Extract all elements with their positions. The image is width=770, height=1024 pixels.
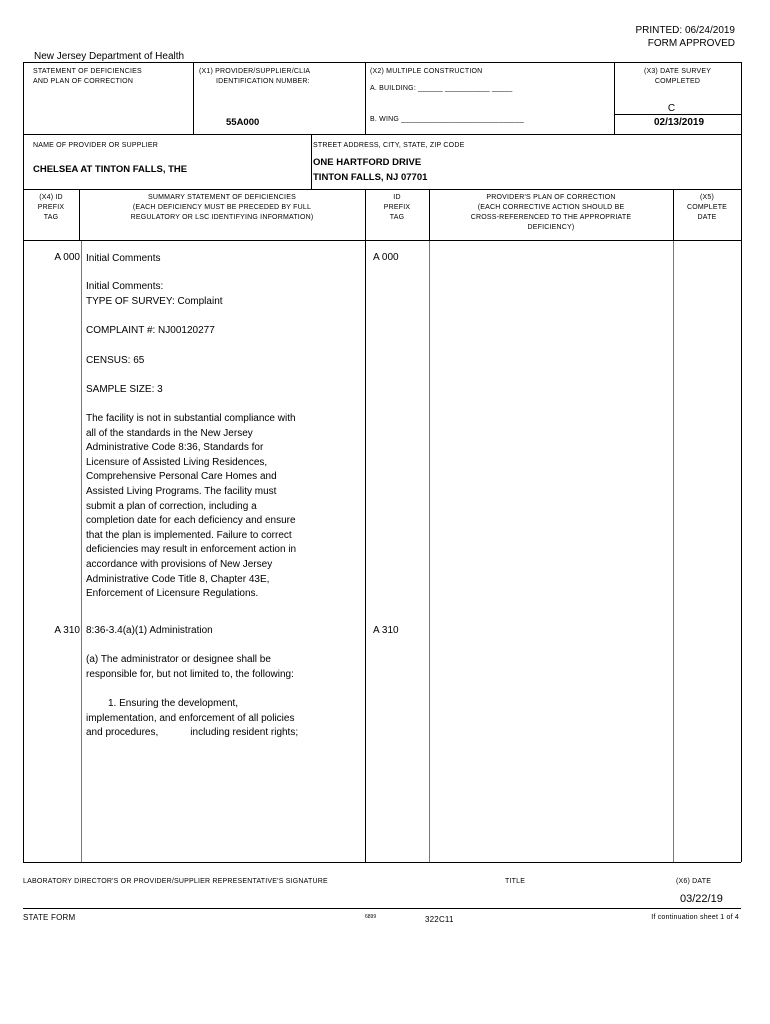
- a000-title: Initial Comments: [86, 253, 161, 264]
- frame-left: [23, 62, 24, 862]
- statement-label: STATEMENT OF DEFICIENCIES AND PLAN OF CORRECTION: [33, 68, 142, 85]
- continuation-sheet: If continuation sheet 1 of 4: [651, 914, 739, 921]
- divider-id-block: [23, 134, 741, 135]
- survey-date: 02/13/2019: [653, 117, 705, 128]
- col-summary-header: SUMMARY STATEMENT OF DEFICIENCIES (EACH DEFICIENCY MUST BE PRECEDED BY FULL REGULATORY OR LSC IDENTIFYING INFORMATION): [130, 194, 314, 221]
- x2-label: (X2) MULTIPLE CONSTRUCTION: [370, 68, 483, 75]
- col-id-header: ID PREFIX TAG: [383, 194, 411, 221]
- divider-id-body: [429, 241, 430, 862]
- divider-x4-body: [81, 241, 82, 862]
- a310-title: 8:36-3.4(a)(1) Administration: [86, 625, 213, 636]
- col-plan-header: PROVIDER'S PLAN OF CORRECTION (EACH CORRECTIVE ACTION SHOULD BE CROSS-REFERENCED TO THE APPROPRIATE DEFICIENCY): [470, 194, 632, 231]
- a000-id-tag: A 000: [373, 252, 399, 263]
- sample-size: SAMPLE SIZE: 3: [86, 384, 163, 395]
- address-line2: TINTON FALLS, NJ 07701: [313, 172, 428, 183]
- provider-id: 55A000: [226, 117, 260, 128]
- date-label: (X6) DATE: [676, 878, 712, 885]
- provider-name-label: NAME OF PROVIDER OR SUPPLIER: [33, 142, 159, 149]
- title-label: TITLE: [505, 878, 526, 885]
- provider-name: CHELSEA AT TINTON FALLS, THE: [33, 164, 188, 175]
- initial-comments-block: Initial Comments: TYPE OF SURVEY: Complaint: [86, 281, 223, 307]
- compliance-paragraph: The facility is not in substantial compliance with all of the standards in the New Jersey Administrative Code 8:36, Standards for Licensure of Assisted Living Residences, Comprehensive Personal Care Homes and Assisted Living Programs. The facility must submit a plan of correction, including a completion date for each deficiency and ensure that the plan is implemented. Failure to correct deficiencies may result in enforcement action in accordance with provisions of New Jersey Administrative Code Title 8, Chapter 43E, Enforcement of Licensure Regulations.: [86, 413, 297, 600]
- col-x5-header: (X5) COMPLETE DATE: [686, 194, 728, 221]
- x2-building: A. BUILDING: ______ ___________ _____: [370, 85, 513, 92]
- divider-plan-body: [673, 241, 674, 862]
- footer-rule: [23, 908, 741, 909]
- signature-date: 03/22/19: [680, 893, 723, 905]
- frame-bottom: [23, 862, 741, 863]
- a310-prefix-tag: A 310: [54, 625, 80, 636]
- frame-top: [23, 62, 741, 63]
- form-number: 6899: [365, 914, 377, 920]
- complaint-number: COMPLAINT #: NJ00120277: [86, 325, 215, 336]
- address-line1: ONE HARTFORD DRIVE: [313, 157, 422, 168]
- address-label: STREET ADDRESS, CITY, STATE, ZIP CODE: [313, 142, 465, 149]
- x1-label: (X1) PROVIDER/SUPPLIER/CLIA IDENTIFICATION NUMBER:: [199, 68, 311, 85]
- form-approved: FORM APPROVED: [647, 38, 735, 49]
- divider-columns: [23, 240, 741, 241]
- divider-provider: [23, 189, 741, 190]
- divider-summary: [365, 189, 366, 862]
- a000-prefix-tag: A 000: [54, 252, 80, 263]
- col-x4-header: (X4) ID PREFIX TAG: [37, 194, 65, 221]
- divider-address: [311, 134, 312, 189]
- a310-paragraph-1: 1. Ensuring the development, implementation, and enforcement of all policies and procedures, including resident rights;: [86, 698, 299, 739]
- x3-code: C: [667, 103, 676, 114]
- event-id: 322C11: [425, 915, 454, 924]
- x2-wing: B. WING ______________________________: [370, 116, 524, 123]
- agency-name: New Jersey Department of Health: [34, 51, 185, 62]
- divider-x2: [365, 62, 366, 134]
- signature-label: LABORATORY DIRECTOR'S OR PROVIDER/SUPPLIER REPRESENTATIVE'S SIGNATURE: [23, 878, 328, 885]
- a310-paragraph-a: (a) The administrator or designee shall be responsible for, but not limited to, the following:: [86, 654, 294, 680]
- divider-x1: [193, 62, 194, 134]
- printed-date: PRINTED: 06/24/2019: [635, 25, 735, 36]
- census: CENSUS: 65: [86, 355, 145, 366]
- frame-right: [741, 62, 742, 862]
- x3-label: (X3) DATE SURVEY COMPLETED: [643, 68, 712, 85]
- a310-id-tag: A 310: [373, 625, 399, 636]
- state-form-label: STATE FORM: [23, 913, 76, 922]
